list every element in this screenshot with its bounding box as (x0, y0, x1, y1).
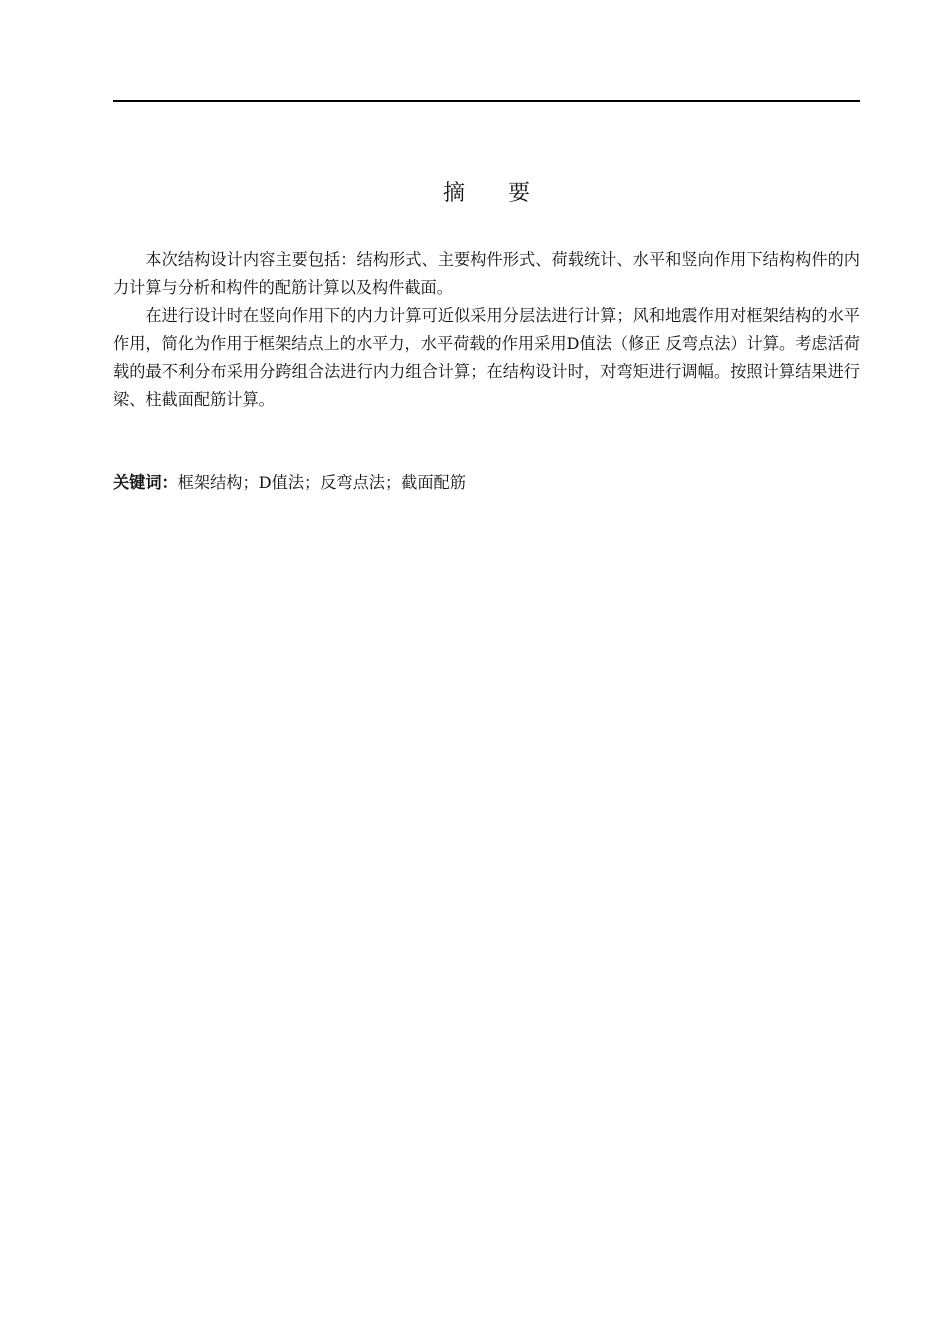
keywords-label: 关键词： (113, 473, 178, 492)
abstract-paragraph-2: 在进行设计时在竖向作用下的内力计算可近似采用分层法进行计算；风和地震作用对框架结构的水平作用，简化为作用于框架结点上的水平力，水平荷载的作用采用D值法（修正 反弯点法）计算。考虑活荷载的最不利分布采用分跨组合法进行内力组合计算；在结构设计时，对弯矩进行调幅。按照计算结果进行梁、柱截面配筋计算。 (113, 306, 860, 409)
header-rule (113, 100, 860, 102)
keywords-text: 框架结构；D值法；反弯点法；截面配筋 (177, 473, 466, 492)
abstract-body (113, 246, 860, 414)
abstract-paragraph-1: 本次结构设计内容主要包括：结构形式、主要构件形式、荷载统计、水平和竖向作用下结构构件的内力计算与分析和构件的配筋计算以及构件截面。 (113, 250, 860, 297)
abstract-title: 摘 要 (443, 181, 548, 206)
keywords-line (113, 469, 860, 497)
